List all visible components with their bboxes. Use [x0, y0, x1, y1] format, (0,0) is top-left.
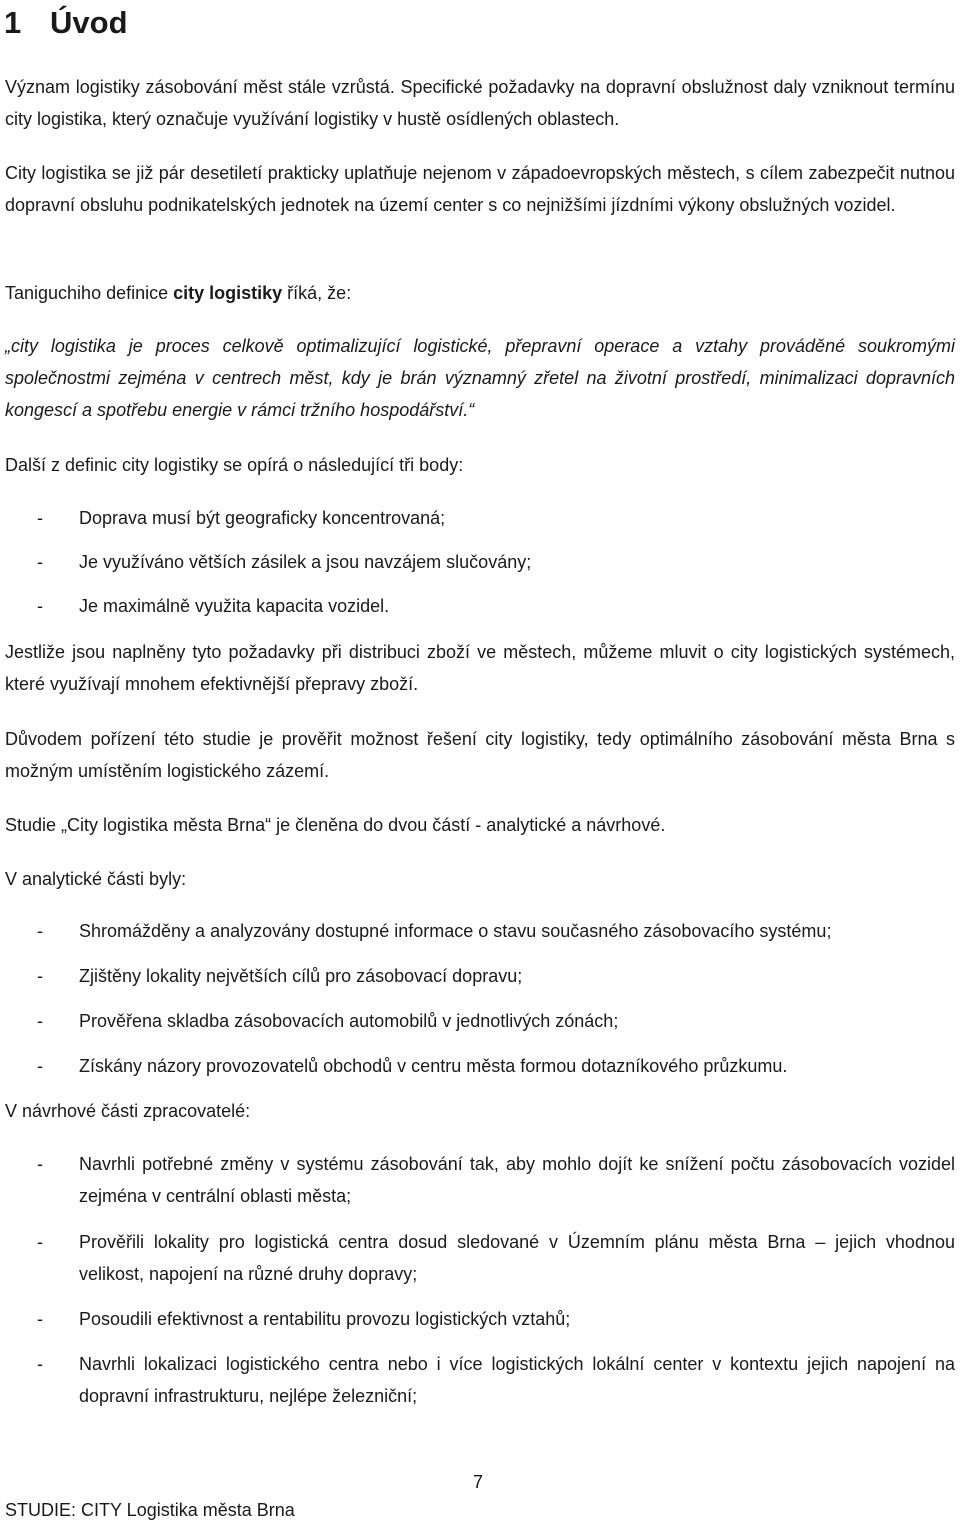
list-dash: - — [37, 508, 43, 528]
list-dash: - — [37, 966, 43, 986]
list-item: - Navrhli potřebné změny v systému zásobování tak, aby mohlo dojít ke snížení počtu zásobovacích vozidel zejména v centrální oblasti města; — [5, 1148, 955, 1212]
list-item: - Je maximálně využita kapacita vozidel. — [5, 590, 955, 622]
paragraph-definition-lead — [5, 277, 955, 309]
list-dash: - — [37, 921, 43, 941]
paragraph-purpose: Důvodem pořízení této studie je prověřit možnost řešení city logistiky, tedy optimálního zásobování města Brna s možným umístěním logistického zázemí. — [5, 729, 955, 781]
list-item: - Posoudili efektivnost a rentabilitu provozu logistických vztahů; — [5, 1303, 955, 1335]
list-dash: - — [37, 552, 43, 572]
list-dash: - — [37, 1011, 43, 1031]
list-item: - Zjištěny lokality největších cílů pro zásobovací dopravu; — [5, 960, 955, 992]
list-item: - Získány názory provozovatelů obchodů v centru města formou dotazníkového průzkumu. — [5, 1050, 955, 1082]
paragraph-design-lead: V návrhové části zpracovatelé: — [5, 1101, 251, 1121]
list-item: - Shromážděny a analyzovány dostupné informace o stavu současného zásobovacího systému; — [5, 915, 955, 947]
paragraph-analytic-lead: V analytické části byly: — [5, 869, 187, 889]
list-item: - Navrhli lokalizaci logistického centra nebo i více logistických lokální center v kontextu jejich napojení na dopravní infrastrukturu, nejlépe železniční; — [5, 1348, 955, 1412]
list-item: - Doprava musí být geograficky koncentrovaná; — [5, 502, 955, 534]
paragraph-conditions: Jestliže jsou naplněny tyto požadavky při distribuci zboží ve městech, můžeme mluvit o city logistických systémech, které využívají mnohem efektivnější přepravy zboží. — [5, 642, 955, 694]
paragraph-history: City logistika se již pár desetiletí prakticky uplatňuje nejenom v západoevropských městech, s cílem zabezpečit nutnou dopravní obsluhu podnikatelských jednotek na území center s co nejnižšími jízdními výkony obslužných vozidel. — [5, 163, 955, 215]
list-item: - Prověřena skladba zásobovacích automobilů v jednotlivých zónách; — [5, 1005, 955, 1037]
page-footer: STUDIE: CITY Logistika města Brna — [5, 1500, 295, 1520]
heading-title: Úvod — [50, 5, 128, 40]
definition-quote: „city logistika je proces celkově optimalizující logistické, přepravní operace a vztahy prováděné soukromými společnostmi zejména v centrech měst, kdy je brán významný zřetel na životní prostředí, minimalizaci dopravních kongescí a spotřebu energie v rámci tržního hospodářství.“ — [5, 336, 955, 420]
section-heading — [4, 4, 128, 42]
definition-lead-end: říká, že: — [282, 283, 352, 303]
paragraph-structure: Studie „City logistika města Brna“ je členěna do dvou částí - analytické a návrhové. — [5, 815, 666, 835]
list-dash: - — [37, 1232, 43, 1252]
heading-number: 1 — [4, 5, 22, 40]
list-item: - Prověřili lokality pro logistická centra dosud sledované v Územním plánu města Brna – jejich vhodnou velikost, napojení na různé druhy dopravy; — [5, 1226, 955, 1290]
definition-term: city logistiky — [173, 283, 283, 303]
list-dash: - — [37, 1309, 43, 1329]
paragraph-three-points: Další z definic city logistiky se opírá o následující tři body: — [5, 455, 464, 475]
page-number: 7 — [473, 1472, 484, 1492]
list-dash: - — [37, 596, 43, 616]
list-dash: - — [37, 1354, 43, 1374]
paragraph-intro: Význam logistiky zásobování měst stále vzrůstá. Specifické požadavky na dopravní obslužnost daly vzniknout termínu city logistika, který označuje využívání logistiky v hustě osídlených oblastech. — [5, 77, 955, 129]
list-dash: - — [37, 1056, 43, 1076]
list-item: - Je využíváno větších zásilek a jsou navzájem slučovány; — [5, 546, 955, 578]
list-dash: - — [37, 1154, 43, 1174]
definition-lead-text: Taniguchiho definice — [5, 283, 174, 303]
